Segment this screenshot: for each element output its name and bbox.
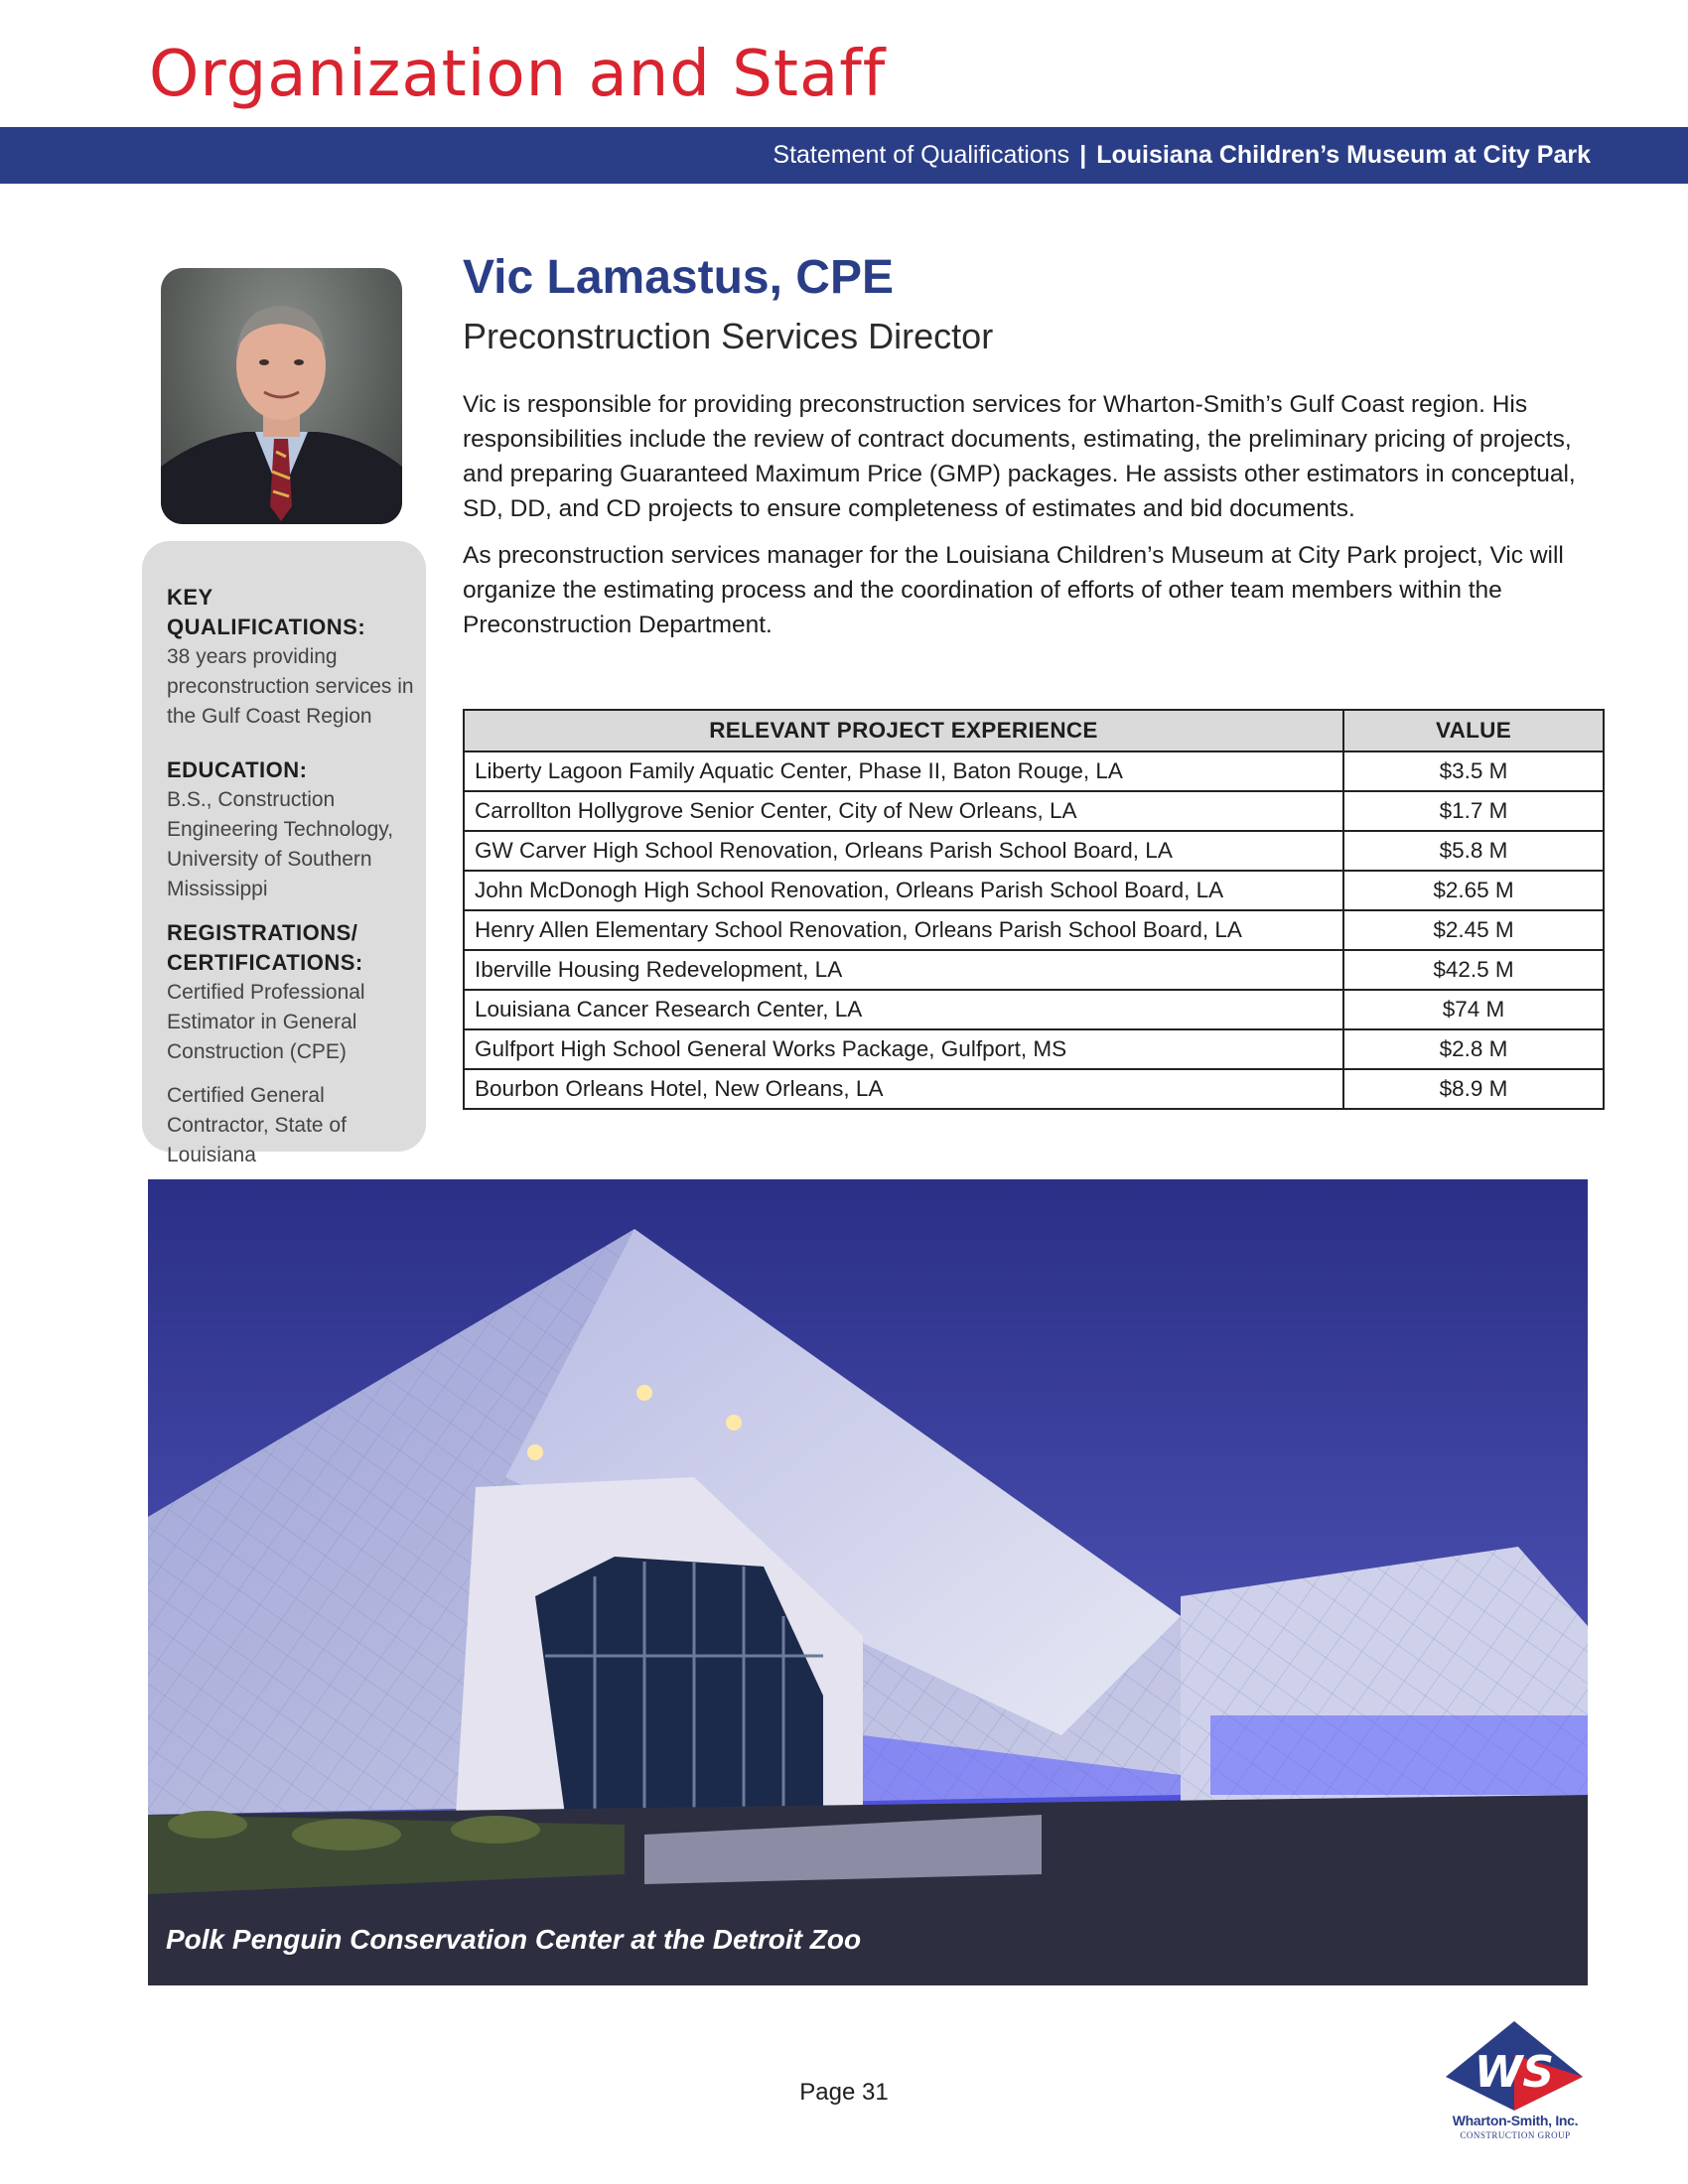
registration-contractor: Certified General Contractor, State of Louisiana [167, 1084, 347, 1166]
project-cell: GW Carver High School Renovation, Orleans Parish School Board, LA [464, 831, 1343, 871]
value-cell: $2.8 M [1343, 1029, 1604, 1069]
value-cell: $8.9 M [1343, 1069, 1604, 1109]
bio-paragraph: As preconstruction services manager for the Louisiana Children’s Museum at City Park project, Vic will organize the estimating process and the coordination of efforts of other team members within the Preconstruction Department. [463, 542, 1564, 638]
table-header-row [464, 710, 1604, 751]
person-title: Preconstruction Services Director [463, 316, 994, 356]
project-cell: Gulfport High School General Works Package, Gulfport, MS [464, 1029, 1343, 1069]
education-text: B.S., Construction Engineering Technology, University of Southern Mississippi [167, 788, 394, 900]
section-title: Organization and Staff [149, 38, 887, 111]
table-row [464, 950, 1604, 990]
key-qualifications-text: 38 years providing preconstruction services in the Gulf Coast Region [167, 645, 414, 728]
bio-paragraph: Vic is responsible for providing preconstruction services for Wharton-Smith’s Gulf Coast region. His responsibilities include the review of contract documents, estimating, the preliminary pricing of projects, and preparing Guaranteed Maximum Price (GMP) packages. He assists other estimators in conceptual, SD, DD, and CD projects to ensure completeness of estimates and bid documents. [463, 391, 1576, 522]
table-row [464, 831, 1604, 871]
project-cell: John McDonogh High School Renovation, Orleans Parish School Board, LA [464, 871, 1343, 910]
banner-separator: | [1079, 141, 1087, 169]
value-cell: $5.8 M [1343, 831, 1604, 871]
value-cell: $1.7 M [1343, 791, 1604, 831]
project-cell: Henry Allen Elementary School Renovation, Orleans Parish School Board, LA [464, 910, 1343, 950]
logo-tagline: CONSTRUCTION GROUP [1460, 2130, 1571, 2140]
value-cell: $42.5 M [1343, 950, 1604, 990]
logo-company-name: Wharton-Smith, Inc. [1452, 2113, 1579, 2128]
project-cell: Louisiana Cancer Research Center, LA [464, 990, 1343, 1029]
registrations-heading: REGISTRATIONS/ CERTIFICATIONS: [167, 920, 363, 975]
value-cell: $74 M [1343, 990, 1604, 1029]
value-cell: $2.45 M [1343, 910, 1604, 950]
table-row [464, 791, 1604, 831]
table-row [464, 751, 1604, 791]
education-heading: EDUCATION: [167, 757, 308, 782]
value-column-header: VALUE [1343, 710, 1604, 751]
table-row [464, 990, 1604, 1029]
logo-letters: WS [1474, 2047, 1555, 2098]
project-cell: Bourbon Orleans Hotel, New Orleans, LA [464, 1069, 1343, 1109]
key-qualifications-heading: KEY QUALIFICATIONS: [167, 585, 366, 639]
person-name: Vic Lamastus, CPE [463, 251, 894, 304]
table-row [464, 871, 1604, 910]
table-row [464, 1029, 1604, 1069]
project-cell: Iberville Housing Redevelopment, LA [464, 950, 1343, 990]
banner-doc-title: Statement of Qualifications [773, 141, 1070, 169]
project-column-header: RELEVANT PROJECT EXPERIENCE [464, 710, 1343, 751]
project-cell: Liberty Lagoon Family Aquatic Center, Phase II, Baton Rouge, LA [464, 751, 1343, 791]
table-row [464, 1069, 1604, 1109]
project-experience-table [463, 709, 1605, 1110]
bio [463, 387, 1595, 654]
headshot-photo [161, 268, 402, 524]
project-photo [148, 1179, 1588, 1985]
qualifications-sidebar [142, 541, 426, 1166]
registration-cpe: Certified Professional Estimator in General Construction (CPE) [167, 981, 365, 1063]
headshot-illustration [161, 268, 402, 524]
header-banner [0, 127, 1688, 184]
building-illustration [148, 1179, 1588, 1985]
page-number: Page 31 [799, 2079, 889, 2106]
banner-project-name: Louisiana Children’s Museum at City Park [1096, 141, 1591, 169]
value-cell: $3.5 M [1343, 751, 1604, 791]
value-cell: $2.65 M [1343, 871, 1604, 910]
table-row [464, 910, 1604, 950]
photo-caption: Polk Penguin Conservation Center at the Detroit Zoo [166, 1924, 862, 1955]
project-cell: Carrollton Hollygrove Senior Center, City of New Orleans, LA [464, 791, 1343, 831]
